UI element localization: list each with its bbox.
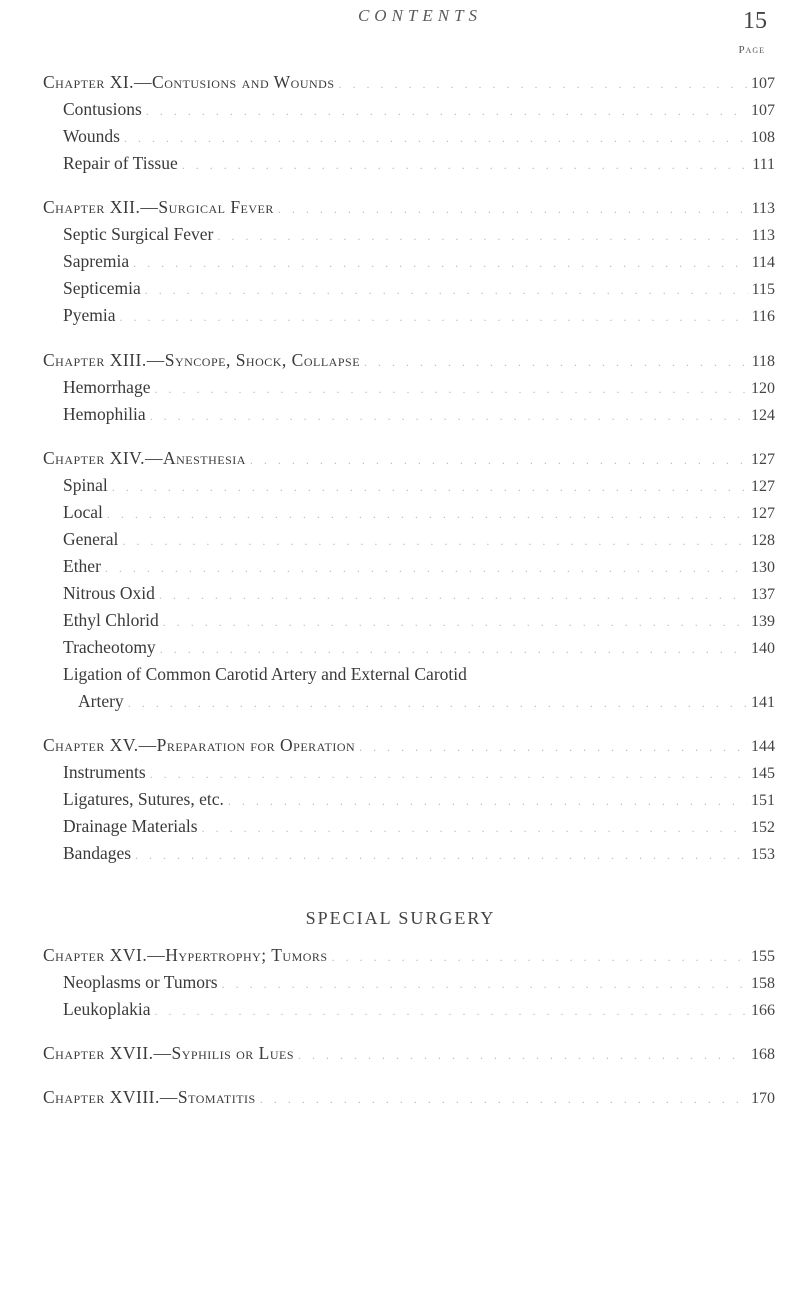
toc-entry-label: Ethyl Chlorid — [63, 610, 159, 630]
toc-page-number: 127 — [751, 478, 775, 495]
toc-page-number: 113 — [751, 200, 775, 217]
dot-leader — [128, 696, 747, 711]
toc-entry-label: Leukoplakia — [63, 999, 151, 1019]
dot-leader — [105, 561, 747, 576]
toc-entry — [0, 843, 801, 871]
dot-leader — [332, 950, 747, 965]
toc-page-number: 107 — [751, 75, 775, 92]
toc-page-number: 145 — [751, 765, 775, 782]
dot-leader — [146, 104, 747, 119]
running-head — [0, 4, 801, 36]
dot-leader — [228, 794, 747, 809]
toc-entry-label: Hemophilia — [63, 404, 146, 424]
toc-entry — [0, 224, 801, 252]
toc-entry-label: Ether — [63, 556, 101, 576]
toc-entry — [0, 972, 801, 1000]
toc-page-number: 151 — [751, 792, 775, 809]
toc-entry — [0, 556, 801, 584]
toc-entry-label: Sapremia — [63, 251, 130, 271]
toc-page-number: 127 — [751, 505, 775, 522]
toc-entry — [0, 502, 801, 530]
toc-page-number: 115 — [751, 281, 775, 298]
dot-leader — [298, 1048, 747, 1063]
toc-entry — [0, 529, 801, 557]
toc-entry — [0, 99, 801, 127]
toc-page-number: 130 — [751, 559, 775, 576]
toc-chapter-label: Chapter XVIII.—Stomatitis — [43, 1087, 256, 1107]
running-head-title: CONTENTS — [357, 6, 483, 25]
page-number: 15 — [743, 8, 767, 34]
dot-leader — [182, 158, 748, 173]
toc-chapter — [0, 735, 801, 763]
toc-entry-label: Instruments — [63, 762, 146, 782]
toc-page-number: 113 — [751, 227, 775, 244]
dot-leader — [150, 767, 747, 782]
toc-entry-label: Contusions — [63, 99, 142, 119]
toc-page-number: 158 — [751, 975, 775, 992]
toc-entry-label: Nitrous Oxid — [63, 583, 155, 603]
toc-chapter — [0, 1043, 801, 1071]
toc-chapter-label: Chapter XI.—Contusions and Wounds — [43, 72, 335, 92]
toc-chapter-label: Chapter XIV.—Anesthesia — [43, 448, 246, 468]
toc-page-number: 166 — [751, 1002, 775, 1019]
section-heading: SPECIAL SURGERY — [305, 908, 496, 928]
toc-page-number: 124 — [751, 407, 775, 424]
dot-leader — [250, 453, 747, 468]
toc-chapter — [0, 1087, 801, 1115]
toc-chapter-label: Chapter XV.—Preparation for Operation — [43, 735, 356, 755]
toc-page-number: 114 — [751, 254, 775, 271]
dot-leader — [260, 1092, 747, 1107]
dot-leader — [364, 355, 748, 370]
dot-leader — [222, 977, 747, 992]
toc-entry-label: Drainage Materials — [63, 816, 198, 836]
toc-entry — [0, 789, 801, 817]
toc-entry-label: Pyemia — [63, 305, 116, 325]
toc-page-number: 118 — [751, 353, 775, 370]
toc-entry-label: Bandages — [63, 843, 132, 863]
dot-leader — [359, 740, 747, 755]
toc-chapter — [0, 350, 801, 378]
toc-page-number: 153 — [751, 846, 775, 863]
toc-entry — [0, 377, 801, 405]
toc-page-number: 152 — [751, 819, 775, 836]
toc-page-number: 144 — [751, 738, 775, 755]
dot-leader — [135, 848, 747, 863]
toc-chapter-label: Chapter XII.—Surgical Fever — [43, 197, 274, 217]
toc-entry — [0, 610, 801, 638]
dot-leader — [120, 310, 748, 325]
dot-leader — [124, 131, 747, 146]
dot-leader — [154, 382, 747, 397]
toc-entry — [0, 475, 801, 503]
toc-chapter — [0, 448, 801, 476]
toc-page-number: 116 — [751, 308, 775, 325]
dot-leader — [112, 480, 747, 495]
toc-page-number: 141 — [751, 694, 775, 711]
toc-entry-label: Septicemia — [63, 278, 141, 298]
dot-leader — [133, 256, 748, 271]
toc-page-number: 168 — [751, 1046, 775, 1063]
toc-entry-label: Spinal — [63, 475, 108, 495]
toc-entry — [0, 583, 801, 611]
toc-page-number: 170 — [751, 1090, 775, 1107]
toc-chapter-label: Chapter XVII.—Syphilis or Lues — [43, 1043, 295, 1063]
toc-page-number: 120 — [751, 380, 775, 397]
toc-entry-continuation — [0, 691, 801, 719]
toc-page-number: 108 — [751, 129, 775, 146]
toc-entry-label: Repair of Tissue — [63, 153, 178, 173]
toc-entry — [0, 251, 801, 279]
toc-chapter — [0, 945, 801, 973]
toc-entry-label: Ligation of Common Carotid Artery and External Carotid — [63, 664, 467, 684]
dot-leader — [163, 615, 747, 630]
page-column-label: Page — [738, 44, 765, 56]
dot-leader — [202, 821, 747, 836]
toc-entry-label: Neoplasms or Tumors — [63, 972, 218, 992]
toc-entry — [0, 999, 801, 1027]
toc-entry — [0, 126, 801, 154]
toc-page-number: 111 — [752, 156, 775, 173]
dot-leader — [122, 534, 747, 549]
toc-chapter-label: Chapter XIII.—Syncope, Shock, Collapse — [43, 350, 361, 370]
toc-page-number: 137 — [751, 586, 775, 603]
dot-leader — [278, 202, 748, 217]
toc-entry — [0, 762, 801, 790]
toc-entry-label: Hemorrhage — [63, 377, 151, 397]
toc-entry-label: Wounds — [63, 126, 120, 146]
toc-chapter-label: Chapter XVI.—Hypertrophy; Tumors — [43, 945, 328, 965]
toc-page-number: 140 — [751, 640, 775, 657]
toc-page-number: 127 — [751, 451, 775, 468]
toc-entry — [0, 816, 801, 844]
toc-entry — [0, 278, 801, 306]
toc-entry — [0, 637, 801, 665]
dot-leader — [160, 642, 747, 657]
dot-leader — [159, 588, 747, 603]
toc-page-number: 155 — [751, 948, 775, 965]
toc-entry-label: Ligatures, Sutures, etc. — [63, 789, 224, 809]
toc-entry — [0, 404, 801, 432]
toc-entry-label: Local — [63, 502, 103, 522]
toc-entry-label: General — [63, 529, 119, 549]
dot-leader — [339, 77, 747, 92]
toc-page-number: 128 — [751, 532, 775, 549]
dot-leader — [217, 229, 747, 244]
toc-entry — [0, 305, 801, 333]
toc-entry — [0, 664, 801, 692]
dot-leader — [107, 507, 747, 522]
toc-chapter — [0, 197, 801, 225]
dot-leader — [150, 409, 747, 424]
toc-page-number: 139 — [751, 613, 775, 630]
dot-leader — [145, 283, 748, 298]
toc-entry-label: Tracheotomy — [63, 637, 156, 657]
toc-page-number: 107 — [751, 102, 775, 119]
dot-leader — [154, 1004, 747, 1019]
toc-entry-label: Septic Surgical Fever — [63, 224, 214, 244]
toc-chapter — [0, 72, 801, 100]
toc-entry-label: Artery — [78, 691, 124, 711]
toc-entry — [0, 153, 801, 181]
